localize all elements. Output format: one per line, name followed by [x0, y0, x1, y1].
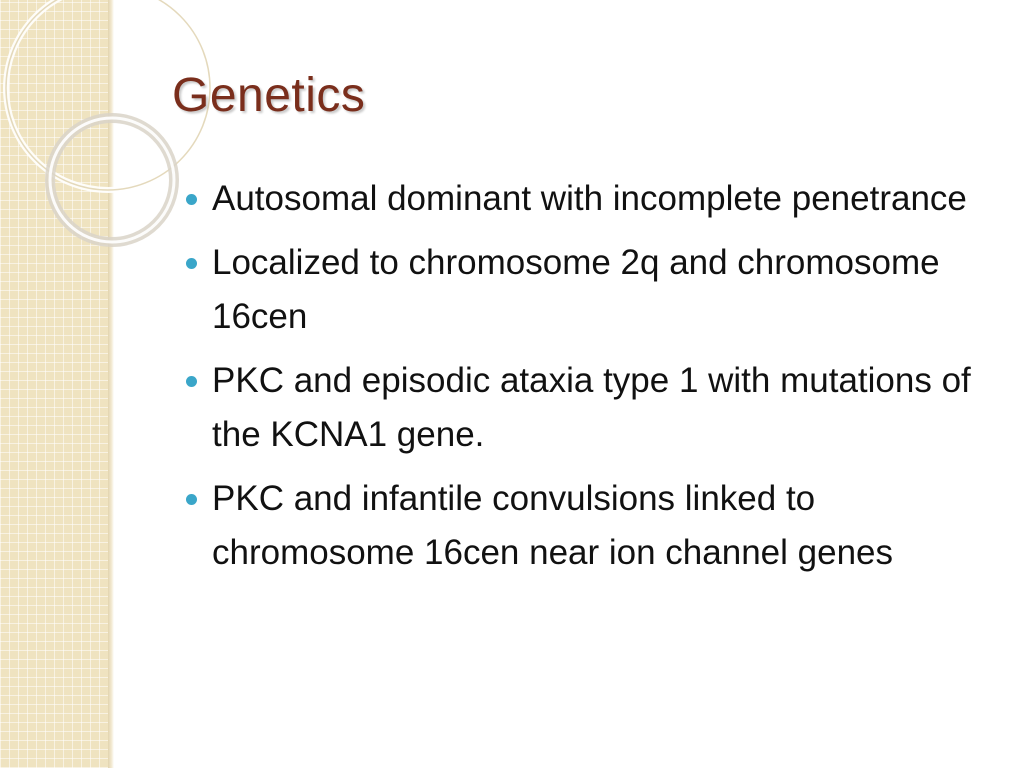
- bullet-text: Autosomal dominant with incomplete penetrance: [212, 179, 967, 218]
- bullet-list: [186, 172, 976, 590]
- bullet-icon: [186, 376, 197, 387]
- decorative-side-panel: [0, 0, 108, 768]
- bullet-text: Localized to chromosome 2q and chromosome 16cen: [212, 243, 940, 336]
- side-panel-edge: [108, 0, 114, 768]
- list-item: [186, 354, 976, 462]
- bullet-text: PKC and infantile convulsions linked to chromosome 16cen near ion channel genes: [212, 479, 893, 572]
- bullet-icon: [186, 258, 197, 269]
- list-item: [186, 472, 976, 580]
- bullet-icon: [186, 494, 197, 505]
- list-item: [186, 172, 976, 226]
- bullet-text: PKC and episodic ataxia type 1 with mutations of the KCNA1 gene.: [212, 361, 971, 454]
- bullet-icon: [186, 194, 197, 205]
- slide-title: Genetics: [172, 69, 366, 122]
- list-item: [186, 236, 976, 344]
